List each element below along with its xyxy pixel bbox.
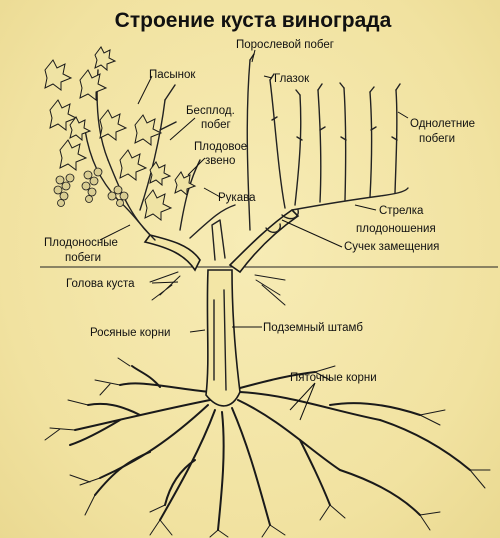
label-odnoletnie-1: Однолетние	[410, 118, 476, 130]
diagram-title: Строение куста винограда	[114, 9, 392, 32]
label-shtamb: Подземный штамб	[263, 322, 363, 334]
label-pasynok: Пасынок	[149, 69, 196, 81]
trunk	[206, 270, 240, 406]
label-plodovoe-1: Плодовое	[194, 141, 248, 153]
roots	[45, 272, 490, 537]
label-rukava: Рукава	[218, 192, 256, 204]
label-odnoletnie-2: побеги	[419, 133, 456, 145]
label-plodonosnye-2: побеги	[65, 252, 102, 264]
label-besplod-1: Бесплод.	[186, 105, 235, 117]
label-poroslevoy: Порослевой побег	[236, 39, 334, 51]
label-rosyanye: Росяные корни	[90, 327, 171, 339]
label-besplod-2: побег	[201, 119, 231, 131]
pointers	[100, 50, 408, 420]
label-golova: Голова куста	[66, 278, 135, 290]
label-plodonosnye-1: Плодоносные	[44, 237, 118, 249]
label-plodovoe-2: звено	[205, 155, 236, 167]
label-pyatochnye: Пяточные корни	[290, 372, 377, 384]
label-strelka-1: Стрелка	[379, 205, 424, 217]
label-glazok: Глазок	[274, 73, 310, 85]
labels	[44, 39, 475, 384]
label-suchek: Сучек замещения	[344, 241, 440, 253]
label-strelka-2: плодоношения	[356, 223, 436, 235]
